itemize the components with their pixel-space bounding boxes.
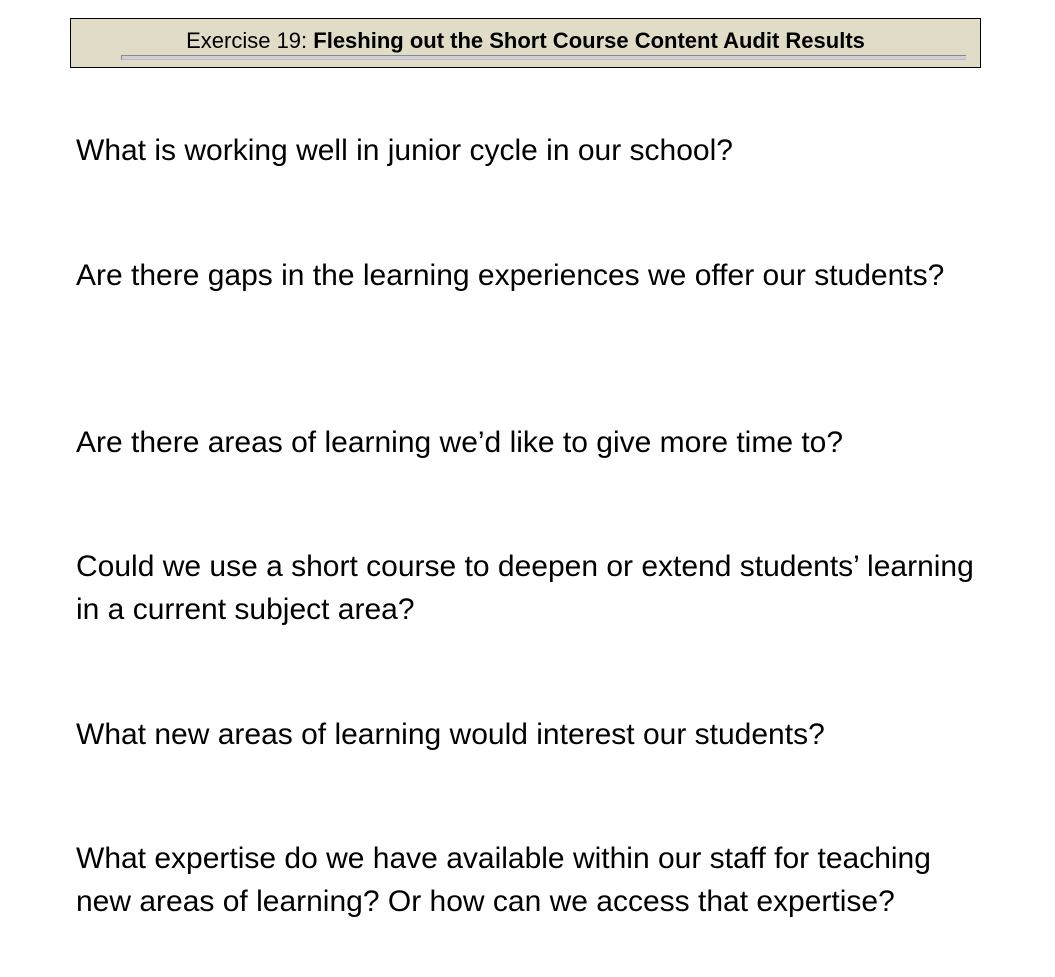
question-2: Are there gaps in the learning experiences we offer our students? — [76, 259, 945, 292]
question-6: What expertise do we have available within our staff for teaching new areas of learning? Or how can we access that expertise? — [76, 842, 931, 918]
question-5: What new areas of learning would interest our students? — [76, 718, 825, 751]
exercise-title — [71, 28, 980, 54]
exercise-heading: Fleshing out the Short Course Content Audit Results — [313, 28, 865, 53]
header-underline — [121, 55, 966, 60]
exercise-header — [70, 18, 981, 68]
question-4: Could we use a short course to deepen or extend students’ learning in a current subject area? — [76, 550, 974, 626]
question-1: What is working well in junior cycle in our school? — [76, 134, 733, 167]
question-3: Are there areas of learning we’d like to give more time to? — [76, 426, 844, 459]
exercise-number: Exercise 19: — [186, 28, 314, 53]
